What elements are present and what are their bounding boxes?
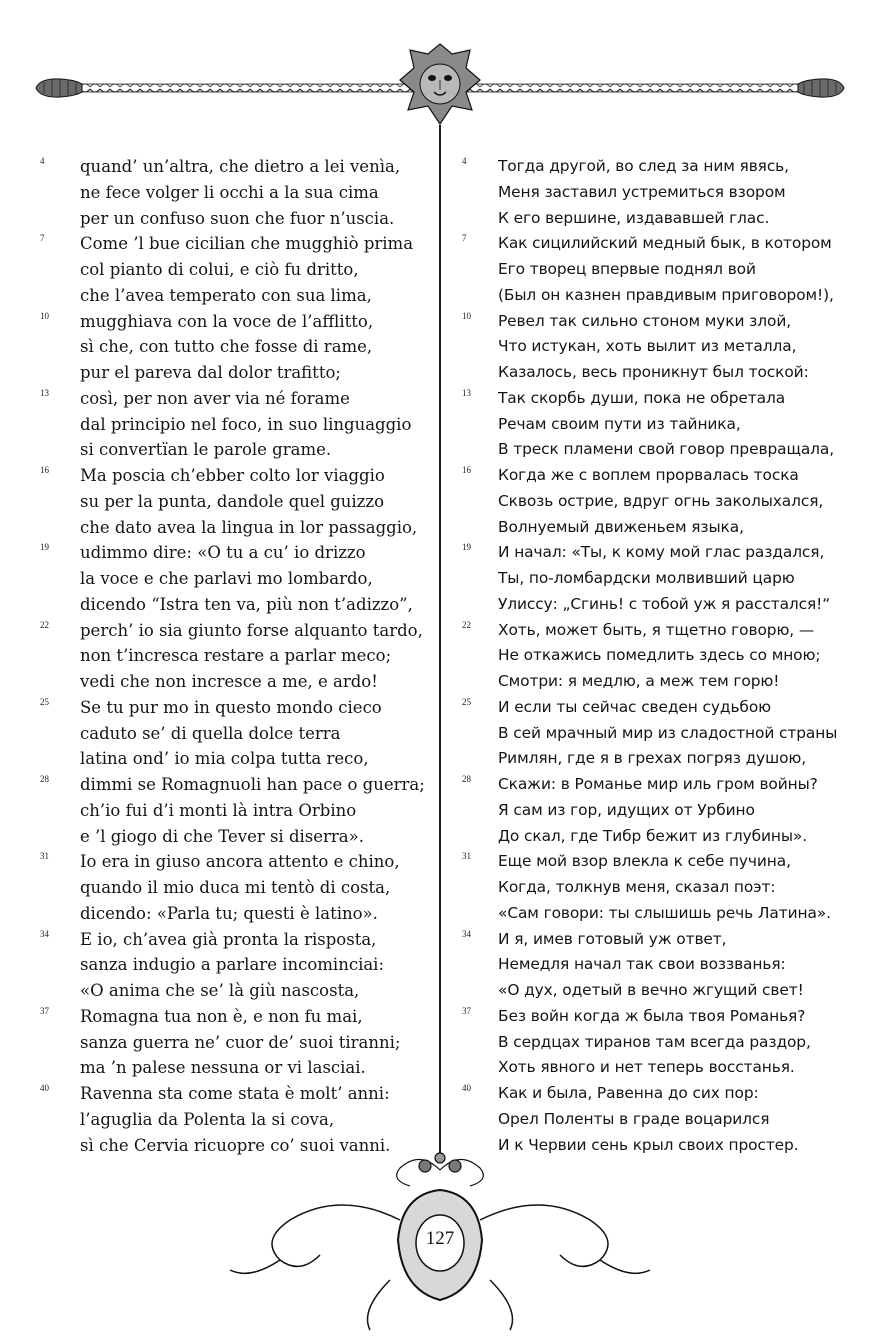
verse-line: Меня заставил устремиться взором — [498, 182, 786, 201]
verse-line: col pianto di colui, e ciò fu dritto, — [80, 260, 359, 279]
verse-line: si convertïan le parole grame. — [80, 440, 332, 460]
verse-line: dal principio nel foco, in suo linguaggio — [80, 414, 412, 434]
line-number: 34 — [462, 928, 471, 939]
tercet — [40, 463, 420, 540]
line-number: 10 — [40, 310, 49, 321]
verse-line: Не откажись помедлить здесь со мною; — [498, 646, 821, 665]
verse-line: sanza indugio a parlare incominciai: — [80, 955, 385, 975]
verse-line: perch’ io sia giunto forse alquanto tardo, — [80, 620, 423, 640]
verse-line: Ревел так сильно стоном муки злой, — [498, 311, 792, 330]
verse-line: Я сам из гор, идущих от Урбино — [498, 800, 755, 819]
verse-line: До скал, где Тибр бежит из глубины». — [498, 826, 808, 845]
verse-line: Когда, толкнув меня, сказал поэт: — [498, 878, 776, 896]
line-number: 19 — [462, 542, 471, 553]
line-number: 10 — [462, 310, 471, 321]
verse-line: В сердцах тиранов там всегда раздор, — [498, 1032, 811, 1051]
verse-line: Se tu pur mo in questo mondo cieco — [80, 697, 382, 717]
verse-line: che l’avea temperato con sua lima, — [80, 285, 372, 305]
verse-line: Без войн когда ж была твоя Романья? — [498, 1006, 806, 1025]
verse-line: dicendo: «Parla tu; questi è latino». — [80, 903, 378, 923]
tercet — [40, 386, 420, 463]
verse-line: Come ’l bue cicilian che mugghiò prima — [80, 234, 414, 254]
line-number: 34 — [40, 928, 49, 939]
verse-line: И я, имев готовый уж ответ, — [498, 929, 727, 948]
verse-line: dicendo “Istra ten va, più non t’adizzo”, — [80, 594, 413, 614]
tercet — [40, 1004, 420, 1081]
verse-line: latina ond’ io mia colpa tutta reco, — [80, 749, 369, 769]
column-divider-rule — [439, 125, 441, 1155]
verse-line: И начал: «Ты, к кому мой глас раздался, — [498, 543, 825, 562]
page-number: 127 — [425, 1228, 455, 1249]
verse-line: Улиссу: „Сгинь! с тобой уж я расстался!“ — [498, 594, 831, 613]
verse-line: В треск пламени свой говор превращала, — [498, 440, 835, 459]
line-number: 4 — [462, 156, 467, 166]
verse-line: И к Червии сень крыл своих простер. — [498, 1135, 799, 1154]
line-number: 7 — [40, 233, 45, 244]
tercet — [462, 154, 862, 231]
verse-line: «O anima che se’ là giù nascosta, — [80, 981, 360, 1000]
verse-line: Ravenna sta come stata è molt’ anni: — [80, 1084, 390, 1103]
tercet — [462, 231, 862, 308]
verse-line: ma ’n palese nessuna or vi lasciai. — [80, 1058, 366, 1078]
line-number: 31 — [462, 851, 471, 862]
verse-line: l’aguglia da Polenta la si cova, — [80, 1109, 335, 1129]
verse-line: Казалось, весь проникнут был тоской: — [498, 363, 809, 381]
tercet — [462, 463, 862, 540]
verse-line: Io era in giuso ancora attento e chino, — [80, 852, 400, 872]
verse-line: К его вершине, издававшей глас. — [498, 208, 770, 227]
verse-line: e ’l giogo di che Tever si diserra». — [80, 826, 364, 846]
verse-line: Смотри: я медлю, а меж тем горю! — [498, 672, 780, 690]
tercet — [40, 772, 425, 849]
verse-line: caduto se’ di quella dolce terra — [80, 723, 341, 743]
verse-line: Что истукан, хоть вылит из металла, — [498, 337, 797, 356]
tercet — [40, 154, 420, 231]
russian-column — [462, 154, 862, 1158]
verse-line: sanza guerra ne’ cuor de’ suoi tiranni; — [80, 1032, 401, 1052]
verse-line: mugghiava con la voce de l’afflitto, — [80, 311, 374, 331]
tercet — [40, 927, 420, 1004]
verse-line: Так скорбь души, пока не обретала — [498, 388, 786, 407]
verse-line: per un confuso suon che fuor n’uscia. — [80, 208, 395, 228]
tercet — [462, 618, 862, 695]
right-pinecone-finial — [798, 79, 844, 97]
tercet — [40, 540, 420, 617]
tercet — [462, 540, 862, 617]
line-number: 22 — [40, 619, 49, 630]
verse-line: Тогда другой, во след за ним явясь, — [498, 157, 789, 175]
line-number: 16 — [462, 465, 471, 475]
tercet — [40, 231, 420, 308]
tercet — [40, 618, 423, 695]
verse-line: Когда же с воплем прорвалась тоска — [498, 466, 799, 484]
lion-mask — [400, 44, 480, 124]
left-pinecone-finial — [36, 79, 82, 97]
line-number: 22 — [462, 619, 471, 630]
verse-line: non t’incresca restare a parlar meco; — [80, 646, 392, 666]
verse-line: Сквозь острие, вдруг огнь заколыхался, — [498, 491, 824, 510]
verse-line: E io, ch’avea già pronta la risposta, — [80, 929, 377, 949]
line-number: 16 — [40, 465, 49, 475]
tercet — [462, 309, 862, 386]
verse-line: Римлян, где я в грехах погряз душою, — [498, 749, 807, 768]
line-number: 13 — [40, 387, 49, 398]
top-lion-rod-ornament — [0, 40, 880, 130]
verse-line: Еще мой взор влекла к себе пучина, — [498, 852, 791, 871]
line-number: 25 — [462, 696, 471, 707]
tercet — [462, 1004, 862, 1081]
verse-line: Его творец впервые поднял вой — [498, 260, 756, 278]
line-number: 37 — [462, 1005, 471, 1016]
verse-line: Как и была, Равенна до сих пор: — [498, 1084, 759, 1102]
tercet — [462, 849, 862, 926]
verse-line: Хоть явного и нет теперь восстанья. — [498, 1058, 795, 1077]
verse-line: «О дух, одетый в вечно жгущий свет! — [498, 981, 804, 999]
verse-line: Как сицилийский медный бык, в котором — [498, 234, 832, 253]
verse-line: dimmi se Romagnuoli han pace o guerra; — [80, 775, 425, 794]
line-number: 31 — [40, 851, 49, 862]
tercet — [462, 772, 862, 849]
tercet — [40, 1081, 420, 1158]
verse-line: И если ты сейчас сведен судьбою — [498, 697, 771, 716]
tercet — [462, 386, 862, 463]
verse-line: Romagna tua non è, e non fu mai, — [80, 1006, 363, 1026]
line-number: 7 — [462, 233, 467, 244]
line-number: 28 — [40, 774, 49, 784]
line-number: 19 — [40, 542, 49, 553]
verse-line: Ma poscia ch’ebber colto lor viaggio — [80, 466, 385, 485]
italian-column — [40, 154, 425, 1158]
verse-line: vedi che non incresce a me, e ardo! — [80, 672, 378, 691]
verse-line: Ты, по-ломбардски молвивший царю — [498, 569, 795, 587]
verse-line: udimmo dire: «O tu a cu’ io drizzo — [80, 543, 366, 563]
line-number: 37 — [40, 1005, 49, 1016]
verse-line: ch’io fui d’i monti là intra Orbino — [80, 800, 357, 820]
verse-line: «Сам говори: ты слышишь речь Латина». — [498, 903, 831, 922]
line-number: 40 — [462, 1083, 471, 1093]
line-number: 25 — [40, 696, 49, 707]
line-number: 40 — [40, 1083, 49, 1093]
verse-line: così, per non aver via né forame — [80, 388, 350, 408]
verse-line: quand’ un’altra, che dietro a lei venìa, — [80, 157, 401, 176]
verse-line: sì che, con tutto che fosse di rame, — [80, 337, 373, 357]
verse-line: la voce e che parlavi mo lombardo, — [80, 569, 373, 588]
verse-line: Хоть, может быть, я тщетно говорю, — — [498, 620, 815, 639]
verse-line: (Был он казнен правдивым приговором!), — [498, 285, 834, 304]
verse-line: Волнуемый движеньем языка, — [498, 517, 744, 536]
line-number: 13 — [462, 387, 471, 398]
verse-line: Немедля начал так свои воззванья: — [498, 955, 786, 974]
tercet — [462, 927, 862, 1004]
line-number: 28 — [462, 774, 471, 784]
verse-line: sì che Cervia ricuopre co’ suoi vanni. — [80, 1135, 391, 1155]
line-number: 4 — [40, 156, 45, 166]
floral-bouquet — [397, 1153, 484, 1186]
tercet — [40, 309, 420, 386]
verse-line: В сей мрачный мир из сладостной страны — [498, 723, 838, 742]
tercet — [40, 849, 420, 926]
verse-line: Скажи: в Романье мир иль гром войны? — [498, 775, 818, 793]
verse-line: pur el pareva dal dolor trafitto; — [80, 363, 341, 382]
tercet — [462, 695, 862, 772]
verse-line: ne fece volger li occhi a la sua cima — [80, 182, 379, 202]
verse-line: Речам своим пути из тайника, — [498, 414, 741, 433]
tercet — [40, 695, 420, 772]
verse-line: quando il mio duca mi tentò di costa, — [80, 878, 391, 897]
verse-line: che dato avea la lingua in lor passaggio, — [80, 517, 418, 537]
verse-line: su per la punta, dandole quel guizzo — [80, 491, 385, 511]
verse-line: Орел Поленты в граде воцарился — [498, 1109, 770, 1128]
tercet — [462, 1081, 862, 1158]
